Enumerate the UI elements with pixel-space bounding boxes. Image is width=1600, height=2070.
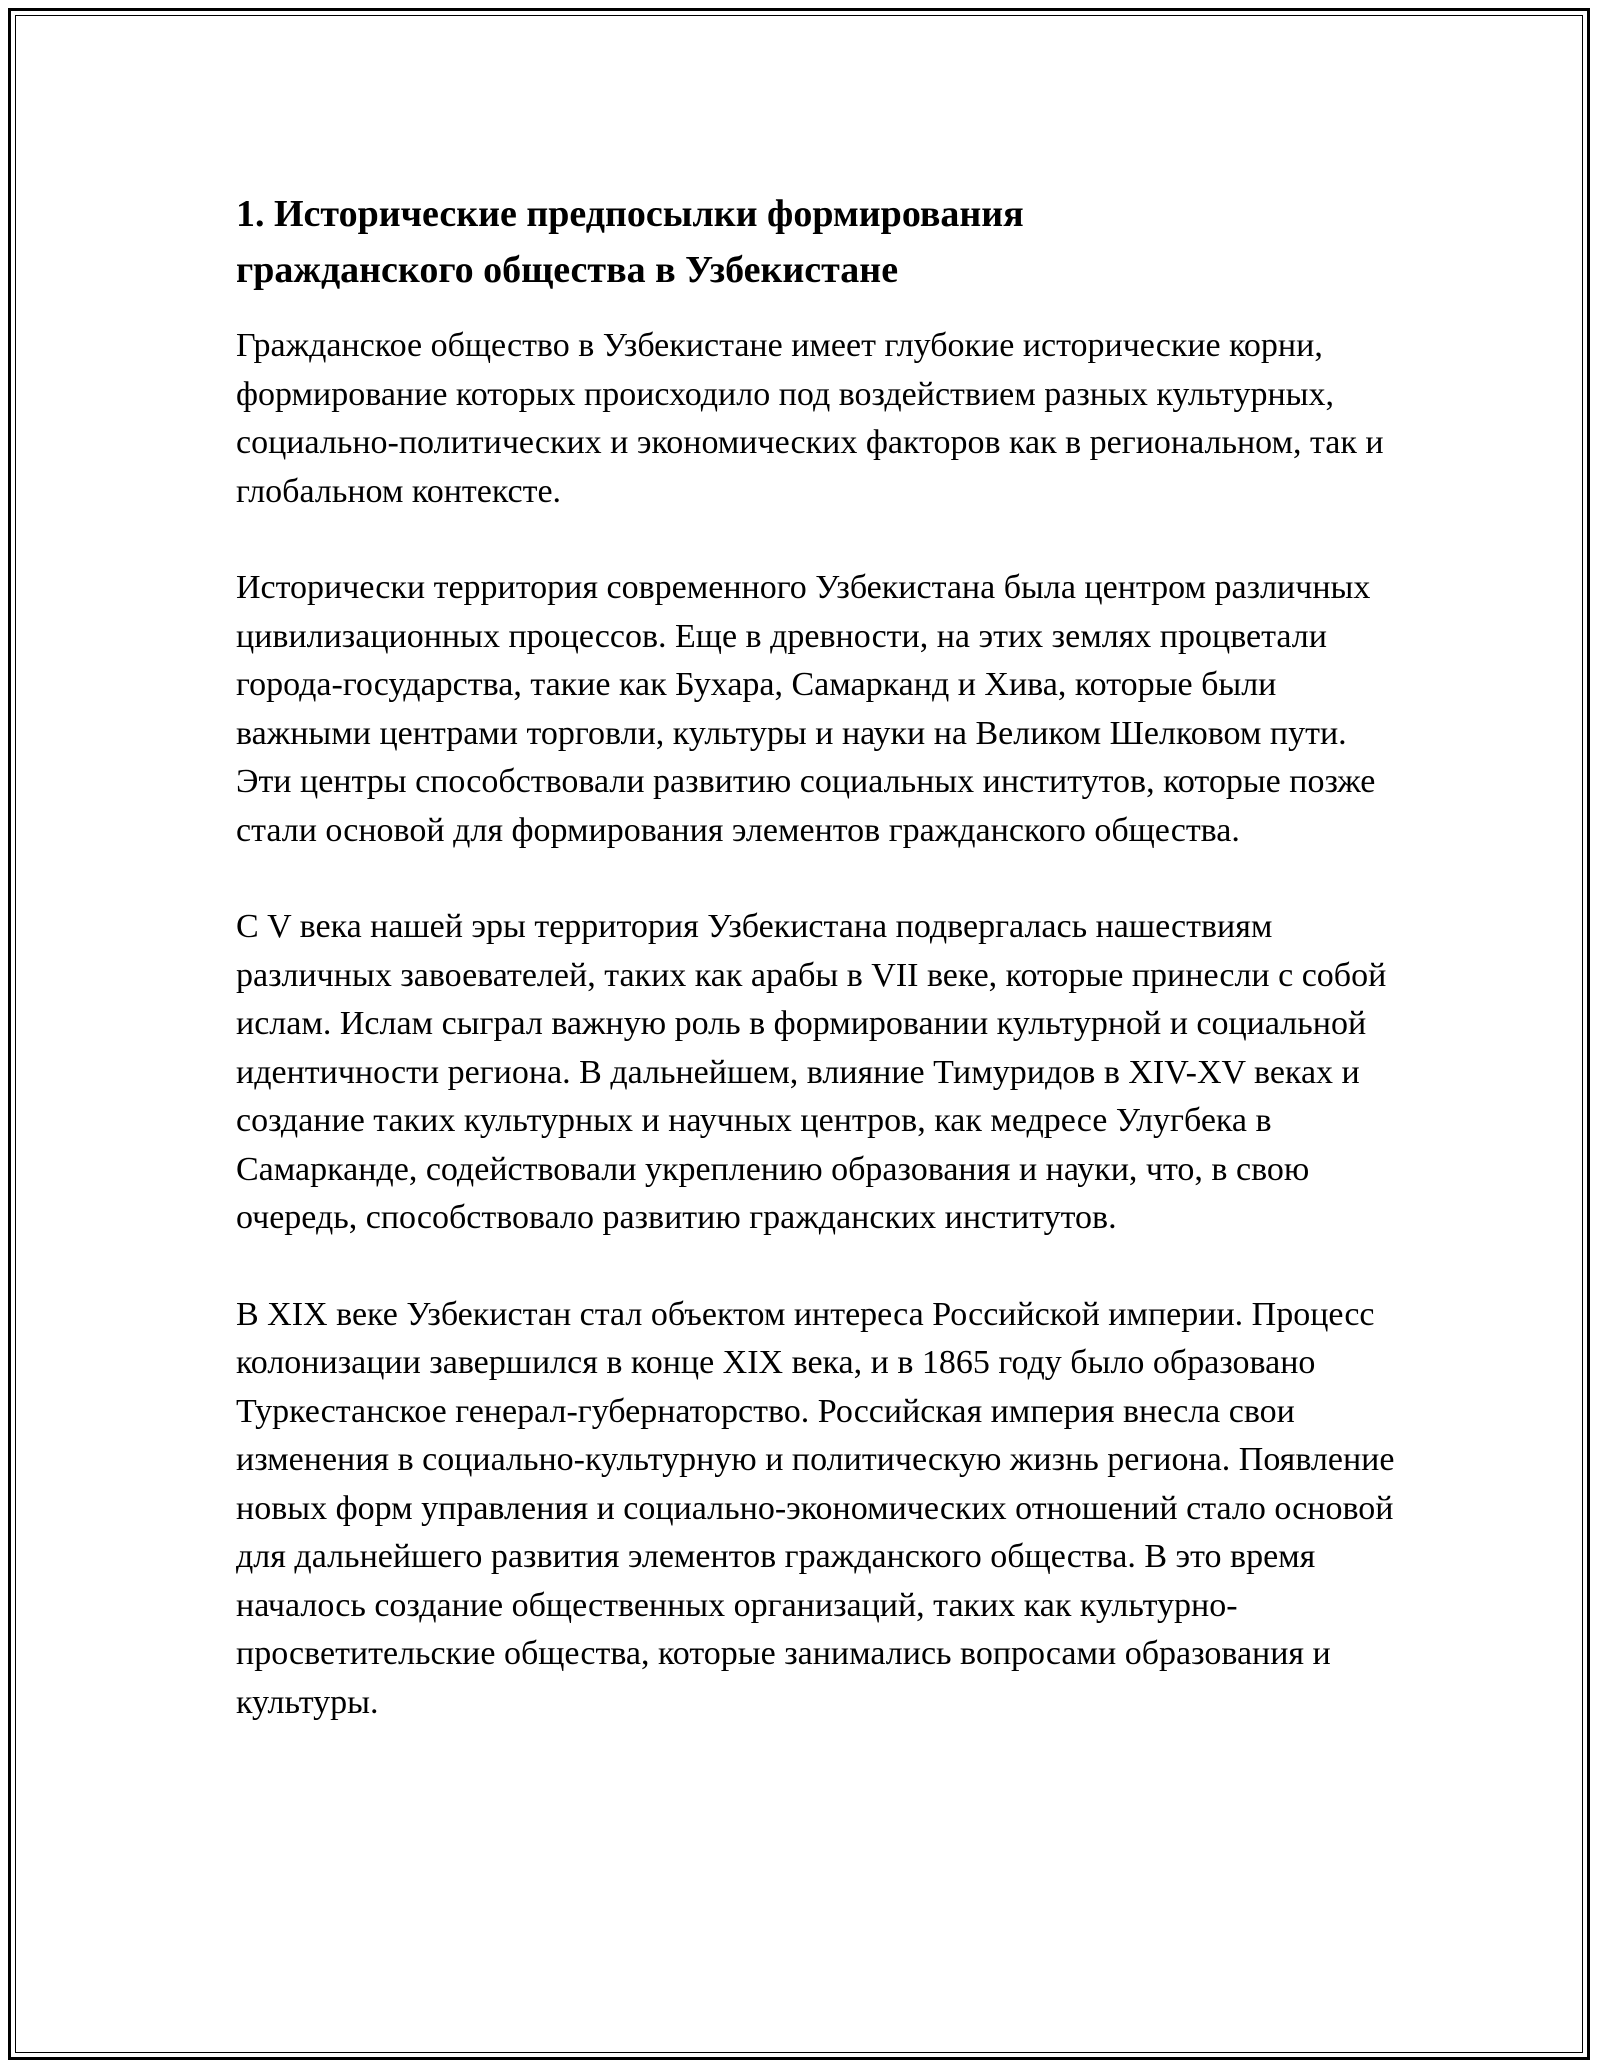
paragraph-2: Исторически территория современного Узбекистана была центром различных цивилизационных процессов. Еще в древности, на этих землях процветали города-государства, такие как Бухара, Самарканд и Хива, которые были важными центрами торговли, культуры и науки на Великом Шелковом пути. Эти центры способствовали развитию социальных институтов, которые позже стали основой для формирования элементов гражданского общества. <box>236 569 1376 849</box>
section-title: 1. Исторические предпосылки формирования гражданского общества в Узбекистане <box>236 193 1024 291</box>
paragraph-1: Гражданское общество в Узбекистане имеет глубокие исторические корни, формирование которых происходило под воздействием разных культурных, социально-политических и экономических факторов как в региональном, так и глобальном контексте. <box>236 327 1384 510</box>
paragraph-3: С V века нашей эры территория Узбекистана подвергалась нашествиям различных завоевателей, таких как арабы в VII веке, которые принесли с собой ислам. Ислам сыграл важную роль в формировании культурной и социальной идентичности региона. В дальнейшем, влияние Тимуридов в XIV-XV веках и создание таких культурных и научных центров, как медресе Улугбека в Самарканде, содействовали укреплению образования и науки, что, в свою очередь, способствовало развитию гражданских институтов. <box>236 908 1387 1236</box>
paragraph-4: В XIX веке Узбекистан стал объектом интереса Российской империи. Процесс колонизации завершился в конце XIX века, и в 1865 году было образовано Туркестанское генерал-губернаторство. Российская империя внесла свои изменения в социально-культурную и политическую жизнь региона. Появление новых форм управления и социально-экономических отношений стало основой для дальнейшего развития элементов гражданского общества. В это время началось создание общественных организаций, таких как культурно-просветительские общества, которые занимались вопросами образования и культуры. <box>236 1295 1395 1721</box>
document-body <box>236 186 1396 1727</box>
